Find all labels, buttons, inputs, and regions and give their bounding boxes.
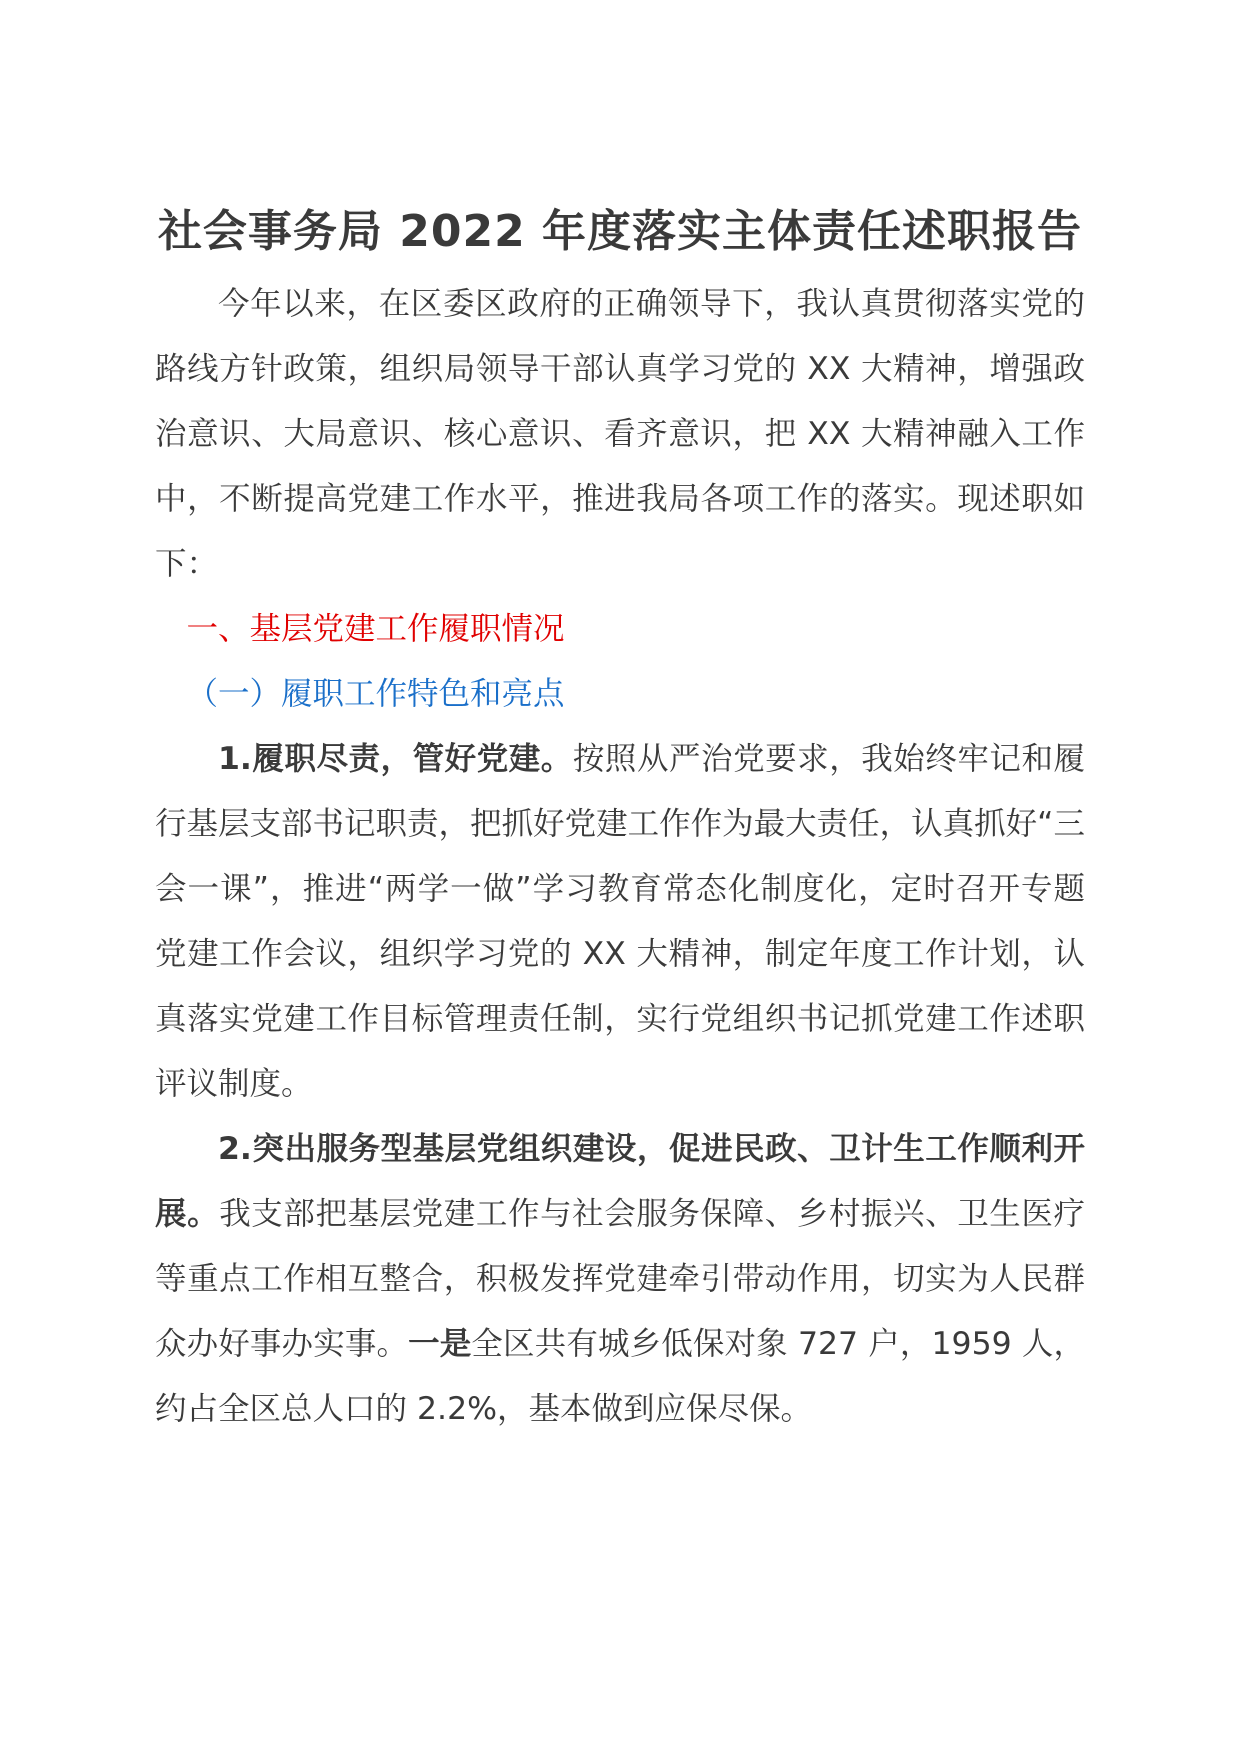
item-2-text: 我支部把基层党建工作与社会服务保障、乡村振兴、卫生医疗等重点工作相互整合，积极发挥党建牵引带动作用，切实为人民群众办好事办实事。: [155, 1196, 1085, 1362]
item-1-paragraph: [155, 727, 1085, 1117]
document-title: 社会事务局 2022 年度落实主体责任述职报告: [157, 206, 1083, 257]
item-2-first-text: 全区共有城乡低保对象 727 户，1959 人，约占全区总人口的 2.2%，基本做到应保尽保。: [155, 1326, 1085, 1427]
document-body: [155, 200, 1085, 1442]
subsection-heading: （一）履职工作特色和亮点: [186, 676, 565, 712]
item-1-lead: 1.履职尽责，管好党建。: [218, 741, 573, 777]
item-2-paragraph: [155, 1117, 1085, 1442]
item-2-first-lead: 一是: [408, 1326, 472, 1362]
intro-paragraph: 今年以来，在区委区政府的正确领导下，我认真贯彻落实党的路线方针政策，组织局领导干部认真学习党的 XX 大精神，增强政治意识、大局意识、核心意识、看齐意识，把 XX 大精神融入工作中，不断提高党建工作水平，推进我局各项工作的落实。现述职如下：: [155, 286, 1085, 582]
item-2-lead: 2.突出服务型基层党组织建设，促进民政、卫计生工作顺利开展。: [155, 1131, 1085, 1232]
section-heading: 一、基层党建工作履职情况: [186, 611, 565, 647]
item-1-text: 按照从严治党要求，我始终牢记和履行基层支部书记职责，把抓好党建工作作为最大责任，认真抓好“三会一课”，推进“两学一做”学习教育常态化制度化，定时召开专题党建工作会议，组织学习党的 XX 大精神，制定年度工作计划，认真落实党建工作目标管理责任制，实行党组织书记抓党建工作述职评议制度。: [155, 741, 1085, 1102]
